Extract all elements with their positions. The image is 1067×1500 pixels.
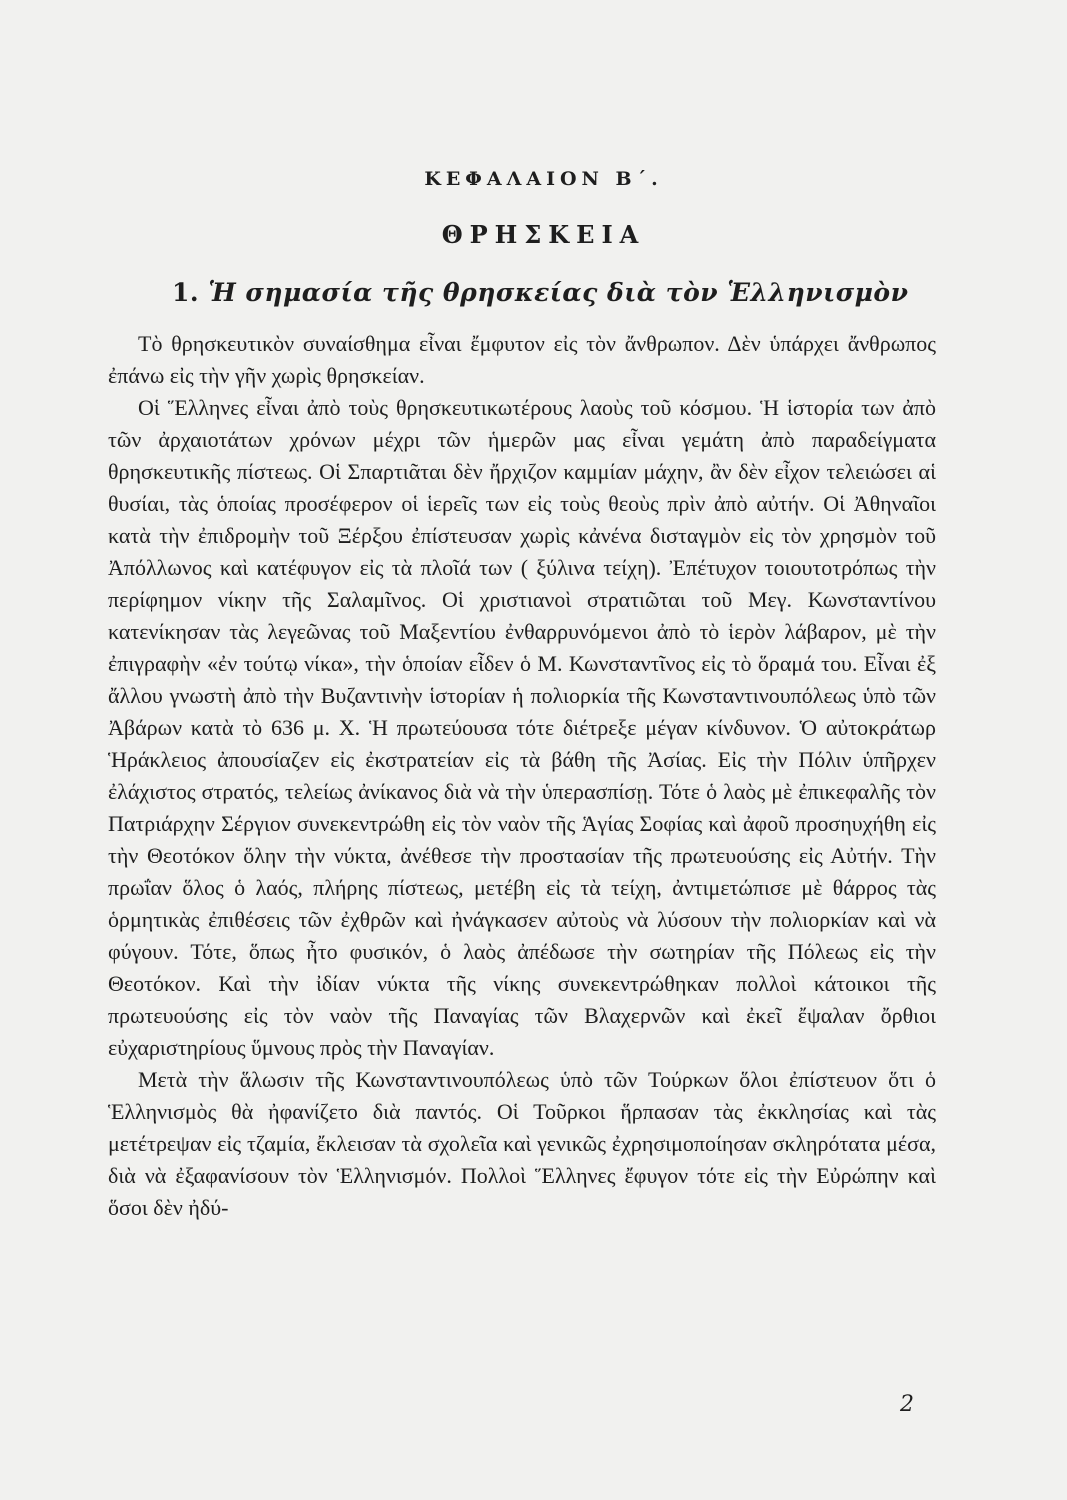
paragraph: Μετὰ τὴν ἅλωσιν τῆς Κωνσταντινουπόλεως ὑπὸ τῶν Τούρκων ὅλοι ἐπίστευον ὅτι ὁ Ἑλληνισμὸς θὰ ἠφανίζετο διὰ παντός. Οἱ Τοῦρκοι ἥρπασαν τὰς ἐκκλησίας καὶ τὰς μετέτρεψαν εἰς τζαμία, ἔκλεισαν τὰ σχολεῖα καὶ γενικῶς ἐχρησιμοποίησαν σκληρότατα μέσα, διὰ νὰ ἐξαφανίσουν τὸν Ἑλληνισμόν. Πολλοὶ Ἕλληνες ἔφυγον τότε εἰς τὴν Εὐρώπην καὶ ὅσοι δὲν ἠδύ- bbox=[108, 1067, 936, 1220]
subsection-heading bbox=[172, 278, 908, 307]
paragraph: Οἱ Ἕλληνες εἶναι ἀπὸ τοὺς θρησκευτικωτέρους λαοὺς τοῦ κόσμου. Ἡ ἱστορία των ἀπὸ τῶν ἀρχαιοτάτων χρόνων μέχρι τῶν ἡμερῶν μας εἶναι γεμάτη ἀπὸ παραδείγματα θρησκευτικῆς πίστεως. Οἱ Σπαρτιᾶται δὲν ἤρχιζον καμμίαν μάχην, ἂν δὲν εἶχον τελειώσει αἱ θυσίαι, τὰς ὁποίας προσέφερον οἱ ἱερεῖς των εἰς τοὺς θεοὺς πρὶν ἀπὸ αὐτήν. Οἱ Ἀθηναῖοι κατὰ τὴν ἐπιδρομὴν τοῦ Ξέρξου ἐπίστευσαν χωρὶς κἀνένα δισταγμὸν εἰς τὸν χρησμὸν τοῦ Ἀπόλλωνος καὶ κατέφυγον εἰς τὰ πλοῖά των ( ξύλινα τείχη). Ἐπέτυχον τοιουτοτρόπως τὴν περίφημον νίκην τῆς Σαλαμῖνος. Οἱ χριστιανοὶ στρατιῶται τοῦ Μεγ. Κωνσταντίνου κατενίκησαν τὰς λεγεῶνας τοῦ Μαξεντίου ἐνθαρρυνόμενοι ἀπὸ τὸ ἱερὸν λάβαρον, μὲ τὴν ἐπιγραφὴν «ἐν τούτῳ νίκα», τὴν ὁποίαν εἶδεν ὁ Μ. Κωνσταντῖνος εἰς τὸ ὅραμά του. Εἶναι ἐξ ἄλλου γνωστὴ ἀπὸ τὴν Βυζαντινὴν ἱστορίαν ἡ πολιορκία τῆς Κωνσταντινουπόλεως ὑπὸ τῶν Ἀβάρων κατὰ τὸ 636 μ. Χ. Ἡ πρωτεύουσα τότε διέτρεξε μέγαν κίνδυνον. Ὁ αὐτοκράτωρ Ἡράκλειος ἀπουσίαζεν εἰς ἐκστρατείαν εἰς τὰ βάθη τῆς Ἀσίας. Εἰς τὴν Πόλιν ὑπῆρχεν ἐλάχιστος στρατός, τελείως ἀνίκανος διὰ νὰ τὴν ὑπερασπίσῃ. Τότε ὁ λαὸς μὲ ἐπικεφαλῆς τὸν Πατριάρχην Σέργιον συνεκεντρώθη εἰς τὸν ναὸν τῆς Ἁγίας Σοφίας καὶ ἀφοῦ προσηυχήθη εἰς τὴν Θεοτόκον ὅλην τὴν νύκτα, ἀνέθεσε τὴν προστασίαν τῆς πρωτευούσης εἰς Αὐτήν. Τὴν πρωΐαν ὅλος ὁ λαός, πλήρης πίστεως, μετέβη εἰς τὰ τείχη, ἀντιμετώπισε μὲ θάρρος τὰς ὁρμητικὰς ἐπιθέσεις τῶν ἐχθρῶν καὶ ἠνάγκασεν αὐτοὺς νὰ λύσουν τὴν πολιορκίαν καὶ νὰ φύγουν. Τότε, ὅπως ἦτο φυσικόν, ὁ λαὸς ἀπέδωσε τὴν σωτηρίαν τῆς Πόλεως εἰς τὴν Θεοτόκον. Καὶ τὴν ἰδίαν νύκτα τῆς νίκης συνεκεντρώθηκαν πολλοὶ κάτοικοι τῆς πρωτευούσης εἰς τὸν ναὸν τῆς Παναγίας τῶν Βλαχερνῶν καὶ ἐκεῖ ἔψαλαν ὄρθιοι εὐχαριστηρίους ὕμνους πρὸς τὴν Παναγίαν. bbox=[108, 395, 936, 1060]
section-title: ΘΡΗΣΚΕΙΑ bbox=[441, 220, 646, 249]
paragraph: Τὸ θρησκευτικὸν συναίσθημα εἶναι ἔμφυτον εἰς τὸν ἄνθρωπον. Δὲν ὑπάρχει ἄνθρωπος ἐπάνω εἰς τὴν γῆν χωρὶς θρησκείαν. bbox=[108, 331, 936, 388]
chapter-heading: ΚΕΦΑΛΑΙΟΝ Β΄. bbox=[424, 168, 663, 190]
body-text bbox=[108, 328, 936, 1224]
page-number: 2 bbox=[900, 1392, 914, 1417]
subsection-number: 1. bbox=[172, 278, 200, 307]
subsection-title: Ἡ σημασία τῆς θρησκείας διὰ τὸν Ἑλληνισμὸν bbox=[208, 278, 909, 307]
